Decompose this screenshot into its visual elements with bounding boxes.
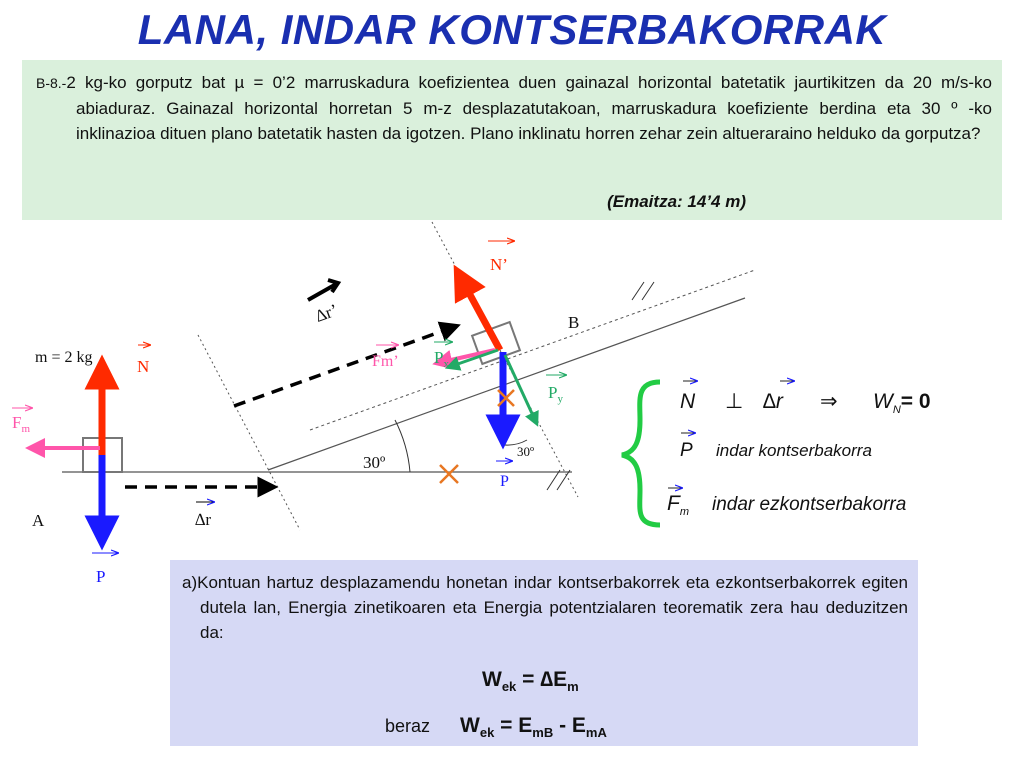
cut-mark-top: [632, 282, 654, 300]
py-component: [505, 355, 535, 420]
nprime-label: N’: [490, 255, 508, 274]
problem-text: 2 kg-ko gorputz bat µ = 0’2 marruskadura koefizientea duen gainazal horizontal batetatik jaurtikitzen da 20 m/s-ko abiaduraz. Gainazal horizontal horretan 5 m-z desplazatutakoan, marruskadura koefiziente berdina eta 30 º -ko inklinazioa dituen plano batetatik hasten da igotzen. Plano inklinatu horren zehar zein altueraraino helduko da gorputza?: [66, 73, 992, 143]
angle-label: 30º: [363, 453, 386, 472]
drprime-label: ∆r’: [312, 300, 341, 326]
problem-box: [22, 60, 1002, 220]
conclusion-box: [170, 560, 918, 746]
p-label-a: P: [96, 567, 106, 586]
px-label: $P_x$: [434, 348, 449, 370]
problem-statement: [32, 70, 992, 146]
normal-force-b: [462, 280, 500, 350]
cross-mark-2: [440, 465, 458, 483]
fm-label: $F_m$: [12, 413, 31, 435]
eq-row2: P indar kontserbakorra: [680, 440, 872, 461]
dr-label: ∆r: [195, 510, 212, 529]
problem-code: B-8.-: [36, 75, 67, 91]
point-b-label: B: [568, 313, 580, 332]
energy-equation-1: $W_{ek} = \Delta E_m$: [482, 668, 579, 695]
angle-label-small: 30º: [517, 444, 535, 459]
eq-row3: $F_m$ indar ezkontserbakorra: [667, 492, 907, 518]
py-label: $P_y$: [548, 383, 563, 405]
boundary-dotted-line: [198, 335, 300, 530]
curly-brace: [622, 382, 660, 525]
eq-row1: N ⊥ ∆r ⇒ $W_N= 0$: [680, 390, 931, 416]
displacement-r-prime: [234, 328, 451, 406]
problem-answer: (Emaitza: 14’4 m): [607, 192, 746, 211]
physics-diagram: [0, 220, 1024, 586]
n-label: N: [137, 357, 150, 376]
p-label-b: P: [500, 473, 509, 490]
conclusion-text: a)Kontuan hartuz desplazamendu honetan indar kontserbakorrek eta ezkontserbakorrek egiten dutela lan, Energia zinetikoaren eta Energia potentzialaren teorematik zera hau deduzitzen da:: [182, 573, 908, 642]
fmprime-label: Fm’: [372, 353, 399, 370]
point-a-label: A: [32, 511, 45, 530]
mass-label: m = 2 kg: [35, 349, 93, 366]
cut-mark-bottom: [547, 470, 570, 490]
rprime-thick-arrow: [308, 280, 338, 300]
page-title: LANA, INDAR KONTSERBAKORRAK: [137, 6, 887, 53]
energy-equation-2: beraz $W_{ek} = E_{mB} - E_{mA}$: [385, 714, 607, 741]
angle-arc: [395, 420, 410, 472]
